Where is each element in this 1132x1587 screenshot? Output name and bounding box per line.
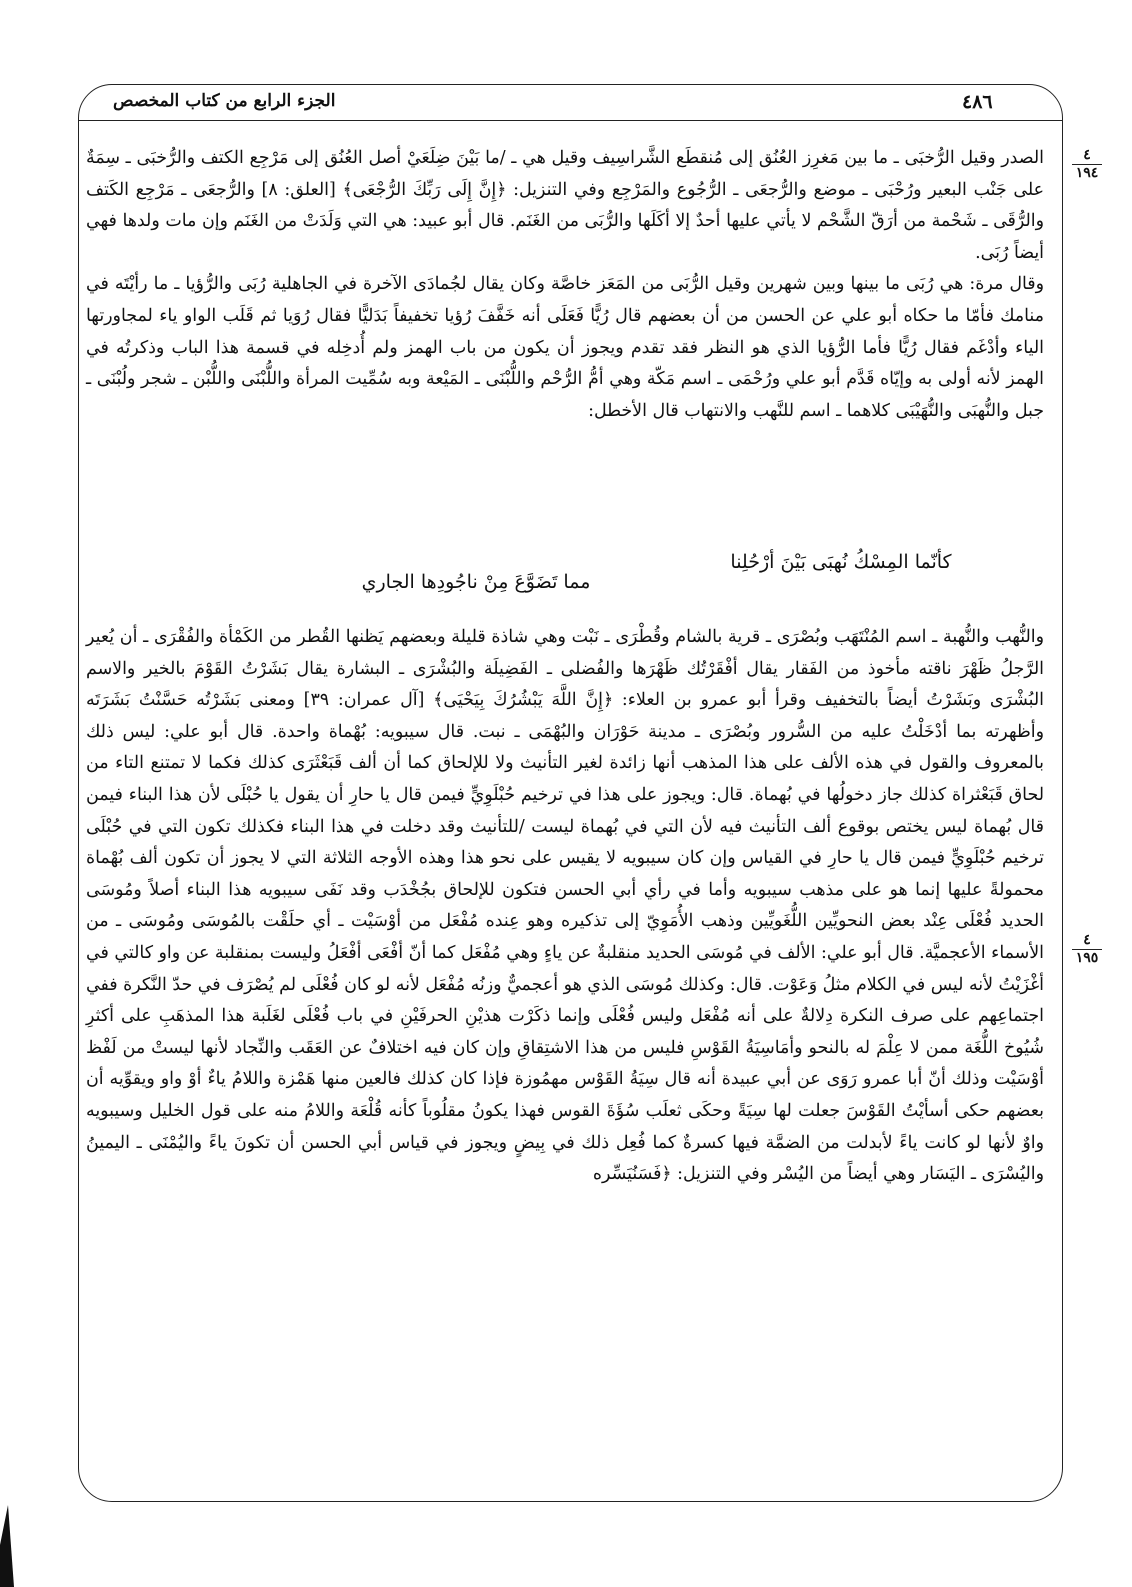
text-section-1	[86, 143, 1044, 427]
poem-verse	[86, 551, 1044, 596]
scan-edge-mark	[0, 1505, 14, 1587]
margin-marker-195	[1072, 933, 1102, 966]
paragraph: وقال مرة: هي رُبَى ما بينها وبين شهرين وقيل الرُّبَى من المَعَز خاصَّة وكان يقال لجُمادَى الآخرة في الجاهلية رُبَى والرُّؤيا ـ ما رأيْتَه في منامك فأمّا ما حكاه أبو علي عن الحسن من أن بعضهم قال رُيًّا فَعَلَى أنه خَفَّفَ رُؤيا تخفيفاً بَدَليًّا فقال رُوَيا ثم قَلَب الواو ياء لمجاورتها الياء وأدْغَم فقال رُيًّا فأما الرُّؤيا الذي هو النظر فقد تقدم ويجوز أن يكون من باب الهمز ولم أُدخِله في قسمة هذا الباب وذكرتُه في الهمز لأنه أولى به وإيّاه قَدَّم أبو علي ورُحْمَى ـ اسم مَكّة وهي أمُّ الرُّحْم واللُّبْنَى ـ المَيْعة وبه سُمِّيت المرأة واللُّبْنَى واللُّبْن ـ شجر ولُبْنَى ـ جبل والنُّهبَى والنُّهَيْبَى كلاهما ـ اسم للنَّهب والانتهاب قال الأخطل:	[86, 274, 1044, 421]
header-rule	[78, 120, 1063, 121]
paragraph: الصدر وقيل الرُّخبَى ـ ما بين مَغرِز العُنُق إلى مُنقطَع الشَّراسِيف وقيل هي ـ /ما بَيْنَ ضِلَعَيْ أصل العُنُق إلى مَرْجِع الكتف والرُّخبَى ـ سِمَةٌ على جَنْب البعير ورُحْبَى ـ موضع والرُّجعَى ـ الرُّجُوع والمَرْجِع وفي التنزيل: ﴿إِنَّ إِلَى رَبِّكَ الرُّجْعَى﴾ [العلق: ٨] والرُّجعَى ـ مَرْجِع الكَتف والرُّقَى ـ شَحْمة من أرَقّ الشَّحْم لا يأتي عليها أحدٌ إلا أكَلَها والرُّبَى من الغَنَم. قال أبو عبيد: هي التي وَلَدَتْ من الغَنَم وإن مات ولدها فهي أيضاً رُبَى.	[86, 148, 1044, 263]
text-section-2	[86, 622, 1044, 1191]
marker-page: ١٩٥	[1075, 950, 1099, 966]
marker-page: ١٩٤	[1075, 165, 1099, 181]
marker-volume: ٤	[1083, 932, 1091, 948]
margin-marker-194	[1072, 148, 1102, 181]
paragraph: والنُّهب والنُّهبة ـ اسم المُنْتَهَب وبُصْرَى ـ قرية بالشام وقُطْرَى ـ نَبْت وهي شاذة قليلة وبعضهم يَظنها القُطر من الكَمْأة والفُقْرَى ـ أن يُعير الرَّجلُ ظَهْرَ ناقته مأخوذ من الفَقار يقال أفْقَرْتُك ظَهْرَها والفُضلى ـ الفَضِيلَة والبُشْرَى ـ البشارة يقال بَشَرْتُ القَوْمَ بالخير والاسم البُشْرَى وبَشَرْتُ أيضاً بالتخفيف وقرأ أبو عمرو بن العلاء: ﴿إِنَّ اللَّهَ يَبْشُرُكَ بِيَحْيَى﴾ [آل عمران: ٣٩] ومعنى بَشَرْتُه حَسَّنْتُ بَشَرَتَه وأظهرته بما أدْخَلْتُ عليه من السُّرور وبُصْرَى ـ مدينة حَوْرَان والبُهْمَى ـ نبت. قال سيبويه: بُهْماة واحدة. قال أبو علي: ليس ذلك بالمعروف والقول في هذه الألف على هذا المذهب أنها زائدة لغير التأنيث ولا للإلحاق كما أن ألف قَبَعْثَرَى كذلك فكما لا تمتنع التاء من لحاق قَبَعْثراة كذلك جاز دخولُها في بُهماة. قال: ويجوز على هذا في ترخيم حُبْلَوِيٍّ فيمن قال يا حارِ أن يقول يا حُبْلَى لأن هذا البناء فيمن قال بُهماة ليس يختص بوقوع ألف التأنيث فيه لأن التي في بُهماة ليست /للتأنيث وقد دخلت في هذا البناء فكذلك تكون التي في حُبْلَى ترخيم حُبْلَوِيٍّ فيمن قال يا حارِ في القياس وإن كان سيبويه لا يقيس على نحو هذا وهذه الأوجه الثلاثة التي لا يجوز أن تكون ألف بُهْماة محمولةً عليها إنما هو على مذهب سيبويه وأما في رأي أبي الحسن فتكون للإلحاق بجُخْدَب وقد نَفَى سيبويه هذا البناء أصلاً ومُوسَى الحديد فُعْلَى عِنْد بعض النحويِّين اللُّغَويِّين وذهب الأُمَوِيّ إلى تذكيره وهو عِنده مُفْعَل من أوْسَيْت ـ أي حلَقْت بالمُوسَى ومُوسَى ـ من الأسماء الأعجميَّة. قال أبو علي: الألف في مُوسَى الحديد منقلبةٌ عن ياءٍ وهي مُفْعَل كما أنّ أفْعَى أفْعَلُ وليست بمنقلبة عن واو كالتي في أغْزَيْتُ لأنه ليس في الكلام مثلُ وَعَوْت. قال: وكذلك مُوسَى الذي هو أعجميٌّ وزنُه مُفْعَل لأنه لو كان فُعْلَى لم يُصْرَف في حدّ النَّكرة ففي اجتماعِهم على صرف النكرة دِلالةٌ على أنه مُفْعَل وليس فُعْلَى وإنما ذكَرْت هذيْنِ الحرفَيْنِ في باب فُعْلَى لغَلَبة هذا المذهَبِ على أكثرِ شُيُوخ اللُّغَة ممن لا عِلْمَ له بالنحو وأمَاسِيَةُ القَوْسِ فليس من هذا الاشتِقاقِ وإن كان فيه اختلافٌ عن العَقَب والنِّجاد لأنها ليستْ من لَفْظ أوْسَيْت وذلك أنّ أبا عمرو رَوَى عن أبي عبيدة أنه قال سِيَةُ القَوْس مهمُوزة فإذا كان كذلك فالعين منها هَمْزة واللامُ ياءٌ أوْ واو ويقوِّيه أن بعضهم حكى أسأيْتُ القَوْسَ جعلت لها سِيَةً وحكَى ثعلَب سُؤَةَ القوس فهذا يكونُ مقلُوباً كأنه قُلْعَة واللامُ منه على قول الخليل وسيبويه واوٌ لأنها لو كانت ياءً لأبدلت من الضمَّة فيها كسرةٌ كما فُعِل ذلك في بِيضٍ ويجوز في قياس أبي الحسن أن تكونَ ياءً واليُمْنَى ـ اليمينُ واليُسْرَى ـ اليَسَار وهي أيضاً من اليُسْر وفي التنزيل: ﴿فَسَنُيَسِّره	[86, 627, 1044, 1185]
poem-first-hemistich: كأنّما المِسْكُ نُهبَى بَيْنَ أرْحُلِنا	[730, 551, 952, 573]
marker-volume: ٤	[1083, 147, 1091, 163]
poem-second-hemistich: مما تَضَوَّعَ مِنْ ناجُودِها الجاري	[361, 571, 591, 593]
running-title: الجزء الرابع من كتاب المخصص	[113, 91, 336, 111]
page-number: ٤٨٦	[962, 91, 993, 113]
